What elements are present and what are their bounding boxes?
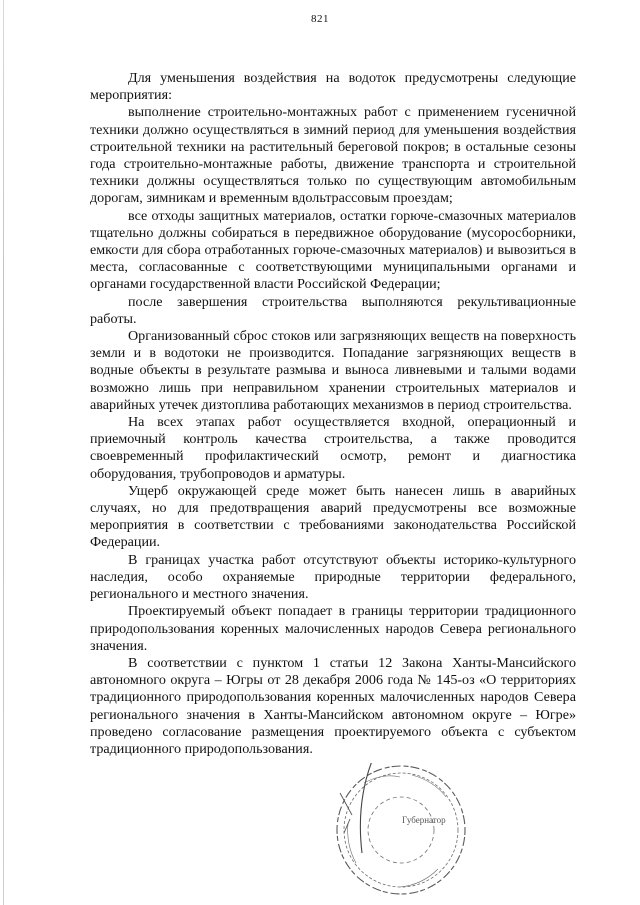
page-number: 821 [311, 13, 329, 25]
paragraph-tracked-vehicles: выполнение строительно-монтажных работ с применением гусеничной техники должно осуществляться в зимний период для уменьшения воздействия строительной техники на растительный береговой покров; в остальные сезоны года строительно-монтажные работы, движение транспорта и строительной техники должны осуществляться только по существующим автомобильным дорогам, зимникам и временным вдольтрассовым проездам; [90, 104, 576, 207]
paragraph-discharge: Организованный сброс стоков или загрязняющих веществ на поверхность земли и в водотоки не производится. Попадание загрязняющих веществ в водные объекты в результате размыва и выноса ливневыми и талыми водами возможно лишь при неправильном хранении строительных материалов и аварийных утечек дизтоплива работающих механизмов в период строительства. [90, 328, 576, 413]
paragraph-damage: Ущерб окружающей среде может быть нанесен лишь в аварийных случаях, но для предотвращения аварий предусмотрены все возможные мероприятия в соответствии с требованиями законодательства Российской Федерации. [90, 482, 576, 551]
document-body [90, 70, 576, 758]
official-seal-stamp [334, 763, 468, 897]
paragraph-recultivation: после завершения строительства выполняются рекультивационные работы. [90, 293, 576, 327]
paragraph-law-reference: В соответствии с пунктом 1 статьи 12 Закона Ханты-Мансийского автономного округа – Югры от 28 декабря 2006 года № 145-оз «О территориях традиционного природопользования коренных малочисленных народов Севера регионального значения в Ханты-Мансийском автономном округе – Югре» проведено согласование размещения проектируемого объекта с субъектом традиционного природопользования. [90, 654, 576, 757]
paragraph-waste-collection: все отходы защитных материалов, остатки горюче-смазочных материалов тщательно должны собираться в передвижное оборудование (мусоросборники, емкости для сбора отработанных горюче-смазочных материалов) и вывозиться в места, согласованные с соответствующими муниципальными органами и органами государственной власти Российской Федерации; [90, 207, 576, 293]
seal-label: Губернатор [402, 815, 446, 825]
paragraph-heritage: В границах участка работ отсутствуют объекты историко-культурного наследия, особо охраняемые природные территории федерального, регионального и местного значения. [90, 551, 576, 603]
paragraph-territory: Проектируемый объект попадает в границы территории традиционного природопользования коренных малочисленных народов Севера регионального значения. [90, 603, 576, 654]
scan-edge-line [3, 0, 4, 905]
paragraph-quality-control: На всех этапах работ осуществляется входной, операционный и приемочный контроль качества строительства, а также проводится своевременный профилактический осмотр, ремонт и диагностика оборудования, трубопроводов и арматуры. [90, 414, 576, 482]
paragraph-intro: Для уменьшения воздействия на водоток предусмотрены следующие мероприятия: [90, 70, 576, 104]
